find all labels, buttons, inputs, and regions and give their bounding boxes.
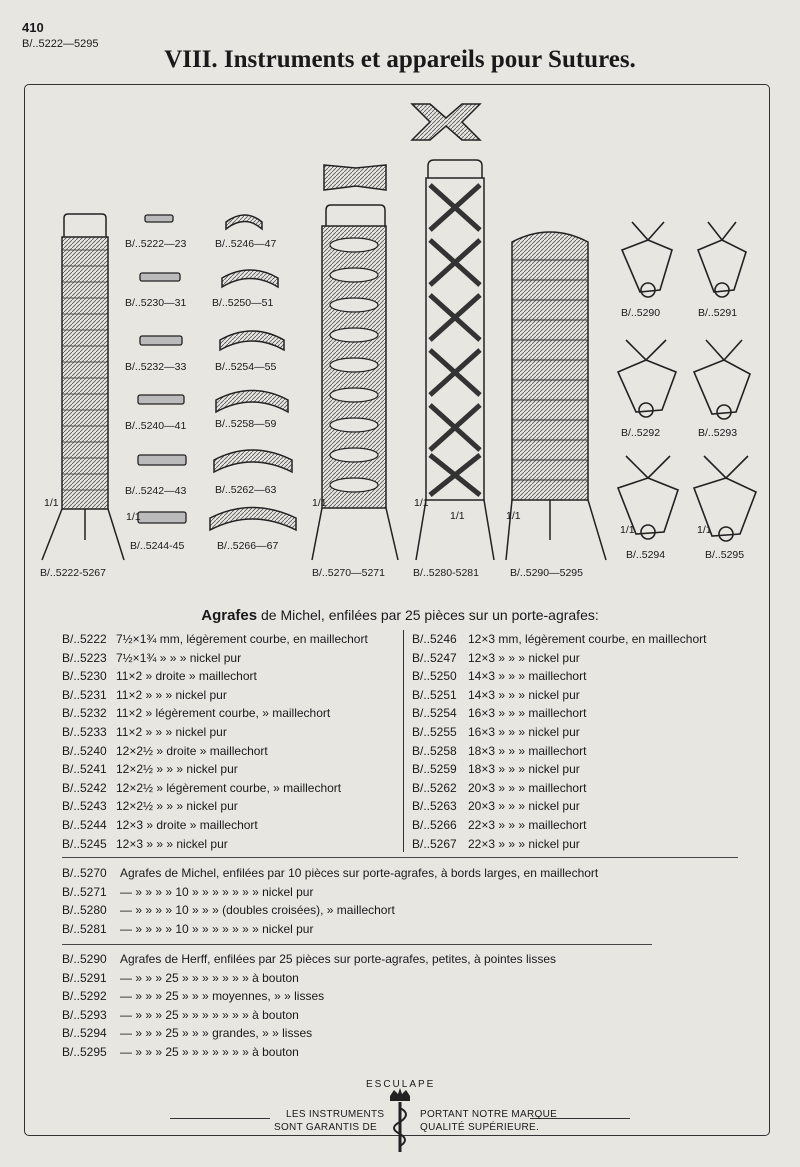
fig-label: B/..5293: [698, 427, 738, 439]
item-code: B/..5259: [412, 762, 457, 777]
scale-mark: 1/1: [450, 510, 465, 522]
item-code: B/..5255: [412, 725, 457, 739]
item-code: B/..5290: [62, 952, 107, 966]
item-description: — » » » 25 » » » » » » » à bouton: [120, 1045, 299, 1059]
table-row: [412, 686, 788, 704]
item-code: B/..5241: [62, 762, 107, 777]
section-divider: [62, 857, 738, 858]
item-code: B/..5240: [62, 743, 107, 758]
item-code: B/..5293: [62, 1007, 107, 1022]
table-row: [62, 704, 446, 722]
item-description: 18×3 » » » maillechort: [468, 743, 587, 758]
item-description: 12×2½ » légèrement courbe, » maillechort: [116, 780, 342, 795]
scale-mark: 1/1: [697, 524, 712, 536]
table-row: [412, 630, 788, 648]
item-code: B/..5230: [62, 669, 107, 684]
item-description: 12×3 mm, légèrement courbe, en maillechort: [468, 632, 707, 646]
table-row: [62, 920, 730, 938]
table-row: [62, 779, 446, 797]
item-description: 22×3 » » » maillechort: [468, 818, 587, 832]
item-description: 11×2 » » » nickel pur: [116, 687, 227, 702]
item-code: B/..5281: [62, 921, 107, 936]
item-code: B/..5271: [62, 884, 107, 899]
table-row: [412, 835, 788, 853]
table-row: [412, 704, 788, 722]
fig-label: B/..5230—31: [125, 297, 187, 309]
item-description: 22×3 » » » nickel pur: [468, 836, 580, 851]
scale-mark: 1/1: [312, 497, 327, 509]
fig-label: B/..5246—47: [215, 238, 277, 250]
item-description: — » » » » 10 » » » » » » » nickel pur: [120, 884, 314, 899]
item-code: B/..5250: [412, 669, 457, 684]
table-row: [412, 649, 788, 667]
item-description: 7½×1¾ mm, légèrement courbe, en maillechort: [116, 632, 368, 646]
item-description: 12×3 » » » nickel pur: [116, 836, 228, 851]
table-row: [62, 816, 446, 834]
item-code: B/..5245: [62, 836, 107, 851]
fig-label: B/..5294: [626, 549, 666, 561]
item-description: 12×2½ » droite » maillechort: [116, 743, 268, 758]
table-row: [412, 797, 788, 815]
table-row: [412, 779, 788, 797]
item-code: B/..5223: [62, 650, 107, 665]
fig-label: B/..5290: [621, 307, 661, 319]
page-title: VIII. Instruments et appareils pour Sutures.: [164, 46, 636, 73]
item-description: — » » » 25 » » » » » » » à bouton: [120, 970, 299, 985]
fig-label: B/..5244-45: [130, 540, 185, 552]
table-row: [62, 969, 680, 987]
item-code: B/..5258: [412, 743, 457, 758]
table-row: [412, 816, 788, 834]
item-code: B/..5266: [412, 818, 457, 832]
page-number: 410: [22, 20, 44, 35]
section-divider: [62, 944, 652, 945]
table-row: [412, 667, 788, 685]
item-description: 20×3 » » » nickel pur: [468, 799, 580, 814]
fig-label: B/..5240—41: [125, 420, 187, 432]
item-code: B/..5222: [62, 632, 107, 646]
table-row: [412, 723, 788, 741]
fig-label: B/..5291: [698, 307, 738, 319]
table-row: [62, 686, 446, 704]
item-description: 14×3 » » » maillechort: [468, 669, 587, 684]
fig-label: B/..5292: [621, 427, 661, 439]
fig-label: B/..5295: [705, 549, 745, 561]
herff-clips: [618, 222, 756, 541]
column-divider: [403, 630, 404, 852]
fig-label: B/..5242—43: [125, 485, 187, 497]
table-row: [62, 630, 446, 648]
table-row: [62, 797, 446, 815]
page-code-range: B/..5222—5295: [22, 38, 99, 50]
table-row: [62, 901, 730, 919]
fig-label: B/..5280-5281: [413, 567, 479, 579]
footer-left-line2: SONT GARANTIS DE: [274, 1122, 377, 1133]
item-description: — » » » 25 » » » grandes, » » lisses: [120, 1026, 313, 1041]
fig-label: B/..5250—51: [212, 297, 274, 309]
item-code: B/..5295: [62, 1045, 107, 1059]
item-code: B/..5254: [412, 706, 457, 721]
table-row: [62, 723, 446, 741]
item-code: B/..5242: [62, 780, 107, 795]
item-code: B/..5263: [412, 799, 457, 814]
table-row: [62, 987, 680, 1005]
fig-label: B/..5222-5267: [40, 567, 106, 579]
item-description: 11×2 » droite » maillechort: [116, 669, 257, 684]
fig-label: B/..5262—63: [215, 484, 277, 496]
item-code: B/..5292: [62, 989, 107, 1004]
item-description: 12×3 » » » nickel pur: [468, 650, 580, 665]
item-code: B/..5267: [412, 836, 457, 851]
table-row: [62, 649, 446, 667]
table-row: [62, 1043, 680, 1061]
scale-mark: 1/1: [506, 510, 521, 522]
section-1-title: [0, 607, 800, 624]
table-row: [62, 1006, 680, 1024]
fig-label: B/..5254—55: [215, 361, 277, 373]
table-row: [412, 742, 788, 760]
item-code: B/..5270: [62, 866, 107, 880]
item-code: B/..5231: [62, 687, 107, 702]
footer-left-line1: LES INSTRUMENTS: [286, 1109, 385, 1120]
table-row: [62, 760, 446, 778]
scale-mark: 1/1: [126, 511, 141, 523]
item-code: B/..5251: [412, 687, 457, 702]
item-code: B/..5233: [62, 725, 107, 739]
item-code: B/..5247: [412, 650, 457, 665]
item-description: — » » » 25 » » » moyennes, » » lisses: [120, 989, 325, 1004]
section-1-title-rest: de Michel, enfilées par 25 pièces sur un porte-agrafes:: [257, 607, 599, 623]
item-code: B/..5291: [62, 970, 107, 985]
footer-brand: ESCULAPE: [366, 1079, 436, 1090]
item-description: 7½×1¾ » » » nickel pur: [116, 650, 242, 665]
item-description: 16×3 » » » nickel pur: [468, 725, 580, 739]
item-description: Agrafes de Michel, enfilées par 10 pièces sur porte-agrafes, à bords larges, en maillechort: [120, 866, 599, 880]
item-description: 12×3 » droite » maillechort: [116, 818, 258, 832]
fig-label: B/..5266—67: [217, 540, 279, 552]
item-code: B/..5243: [62, 799, 107, 814]
footer-rule-left: [170, 1118, 270, 1119]
item-code: B/..5280: [62, 903, 107, 918]
fig-label: B/..5258—59: [215, 418, 277, 430]
item-description: 16×3 » » » maillechort: [468, 706, 587, 721]
item-code: B/..5244: [62, 818, 107, 832]
table-row: [62, 883, 730, 901]
scale-mark: 1/1: [620, 524, 635, 536]
scale-mark: 1/1: [44, 497, 59, 509]
item-code: B/..5262: [412, 780, 457, 795]
footer-right-line2: QUALITÉ SUPÉRIEURE.: [420, 1122, 540, 1133]
section-1-title-bold: Agrafes: [201, 607, 258, 624]
fig-label: B/..5290—5295: [510, 567, 583, 579]
table-row: [62, 1024, 680, 1042]
scale-mark: 1/1: [414, 497, 429, 509]
table-row: [62, 667, 446, 685]
item-description: 14×3 » » » nickel pur: [468, 687, 580, 702]
table-row: [62, 835, 446, 853]
table-row: [62, 742, 446, 760]
item-description: 20×3 » » » maillechort: [468, 780, 587, 795]
item-code: B/..5246: [412, 632, 457, 646]
item-description: — » » » 25 » » » » » » » à bouton: [120, 1007, 299, 1022]
item-description: 11×2 » légèrement courbe, » maillechort: [116, 706, 331, 721]
table-row: [62, 950, 680, 968]
item-description: 11×2 » » » nickel pur: [116, 725, 227, 739]
footer-right-line1: PORTANT NOTRE MARQUE: [420, 1109, 558, 1120]
item-description: 18×3 » » » nickel pur: [468, 762, 580, 777]
item-description: — » » » » 10 » » » » » » » nickel pur: [120, 921, 314, 936]
fig-label: B/..5270—5271: [312, 567, 385, 579]
table-row: [62, 864, 730, 882]
fig-label: B/..5222—23: [125, 238, 187, 250]
fig-label: B/..5232—33: [125, 361, 187, 373]
clip-holder-5280: [412, 104, 494, 560]
clip-holder-5290: [506, 232, 606, 560]
table-row: [412, 760, 788, 778]
item-code: B/..5294: [62, 1026, 107, 1041]
item-code: B/..5232: [62, 706, 107, 721]
item-description: Agrafes de Herff, enfilées par 25 pièces sur porte-agrafes, petites, à pointes lisses: [120, 952, 557, 966]
item-description: — » » » » 10 » » » (doubles croisées), » maillechort: [120, 903, 395, 918]
item-description: 12×2½ » » » nickel pur: [116, 799, 238, 814]
item-description: 12×2½ » » » nickel pur: [116, 762, 238, 777]
